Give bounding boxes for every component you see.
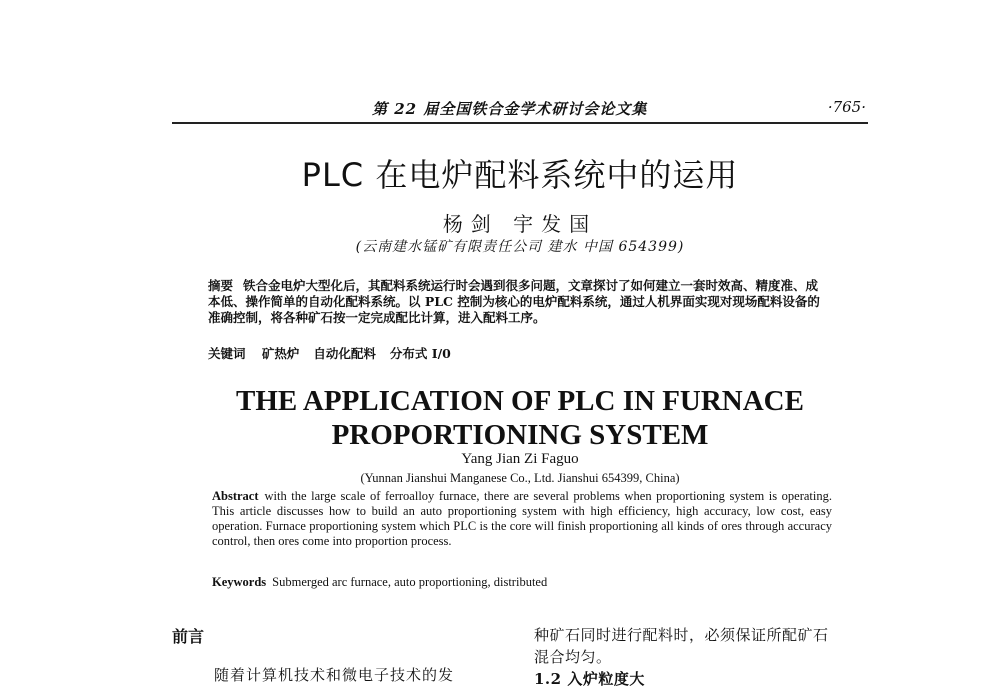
body-right-line: 混合均匀。 [534, 648, 612, 666]
keyword-cn-item: 矿热炉 [261, 346, 300, 361]
body-right-line: 种矿石同时进行配料时，必须保证所配矿石 [534, 626, 829, 644]
page-number: ·765· [827, 98, 866, 116]
subsection-heading: 1.2 入炉粒度大 [534, 670, 645, 688]
abstract-en-text: with the large scale of ferroalloy furnace, there are several problems when proportioning system is operating. This article discusses how to build an auto proportioning system with high efficiency, high accuracy, low cost, easy operation. Furnace proportioning system which PLC is the core will finish proportioning all kinds of ores through accuracy control, then ores come into proportion process. [212, 489, 832, 548]
running-head-title: 第 22 届全国铁合金学术研讨会论文集 [372, 100, 648, 118]
authors-cn: 杨剑 宇发国 [442, 212, 598, 236]
section-heading: 前言 [172, 627, 205, 646]
affiliation-en: (Yunnan Jianshui Manganese Co., Ltd. Jianshui 654399, China) [360, 471, 680, 485]
abstract-cn-text: 铁合金电炉大型化后，其配料系统运行时会遇到很多问题，文章探讨了如何建立一套时效高、精度准、成本低、操作简单的自动化配料系统。以 PLC 控制为核心的电炉配料系统，通过人机界面实现对现场配料设备的准确控制，将各种矿石按一定完成配比计算，进入配料工序。 [208, 278, 820, 325]
keywords-en [212, 575, 832, 590]
paper-title-en-line1: THE APPLICATION OF PLC IN FURNACE [236, 385, 804, 417]
keywords-cn [208, 344, 830, 362]
paper-title-cn: PLC 在电炉配料系统中的运用 [301, 156, 739, 194]
paper-title-en [172, 384, 868, 452]
affiliation-cn: (云南建水锰矿有限责任公司 建水 中国 654399) [355, 239, 685, 255]
keywords-en-label: Keywords [212, 575, 267, 589]
paper-title-en-line2: PROPORTIONING SYSTEM [331, 419, 709, 451]
body-text-left: 随着计算机技术和微电子技术的发 [214, 666, 455, 684]
running-head [172, 96, 868, 124]
abstract-en [212, 489, 832, 549]
keywords-en-text: Submerged arc furnace, auto proportioning, distributed [272, 575, 548, 589]
keyword-cn-item: 分布式 I/0 [389, 346, 451, 361]
keywords-cn-label: 关键词 [208, 346, 246, 361]
abstract-en-label: Abstract [212, 489, 259, 503]
keyword-cn-item: 自动化配料 [313, 346, 376, 361]
abstract-cn-label: 摘要 [208, 278, 234, 293]
authors-en: Yang Jian Zi Faguo [461, 451, 579, 467]
abstract-cn [208, 278, 830, 326]
body-text-right [534, 624, 874, 690]
